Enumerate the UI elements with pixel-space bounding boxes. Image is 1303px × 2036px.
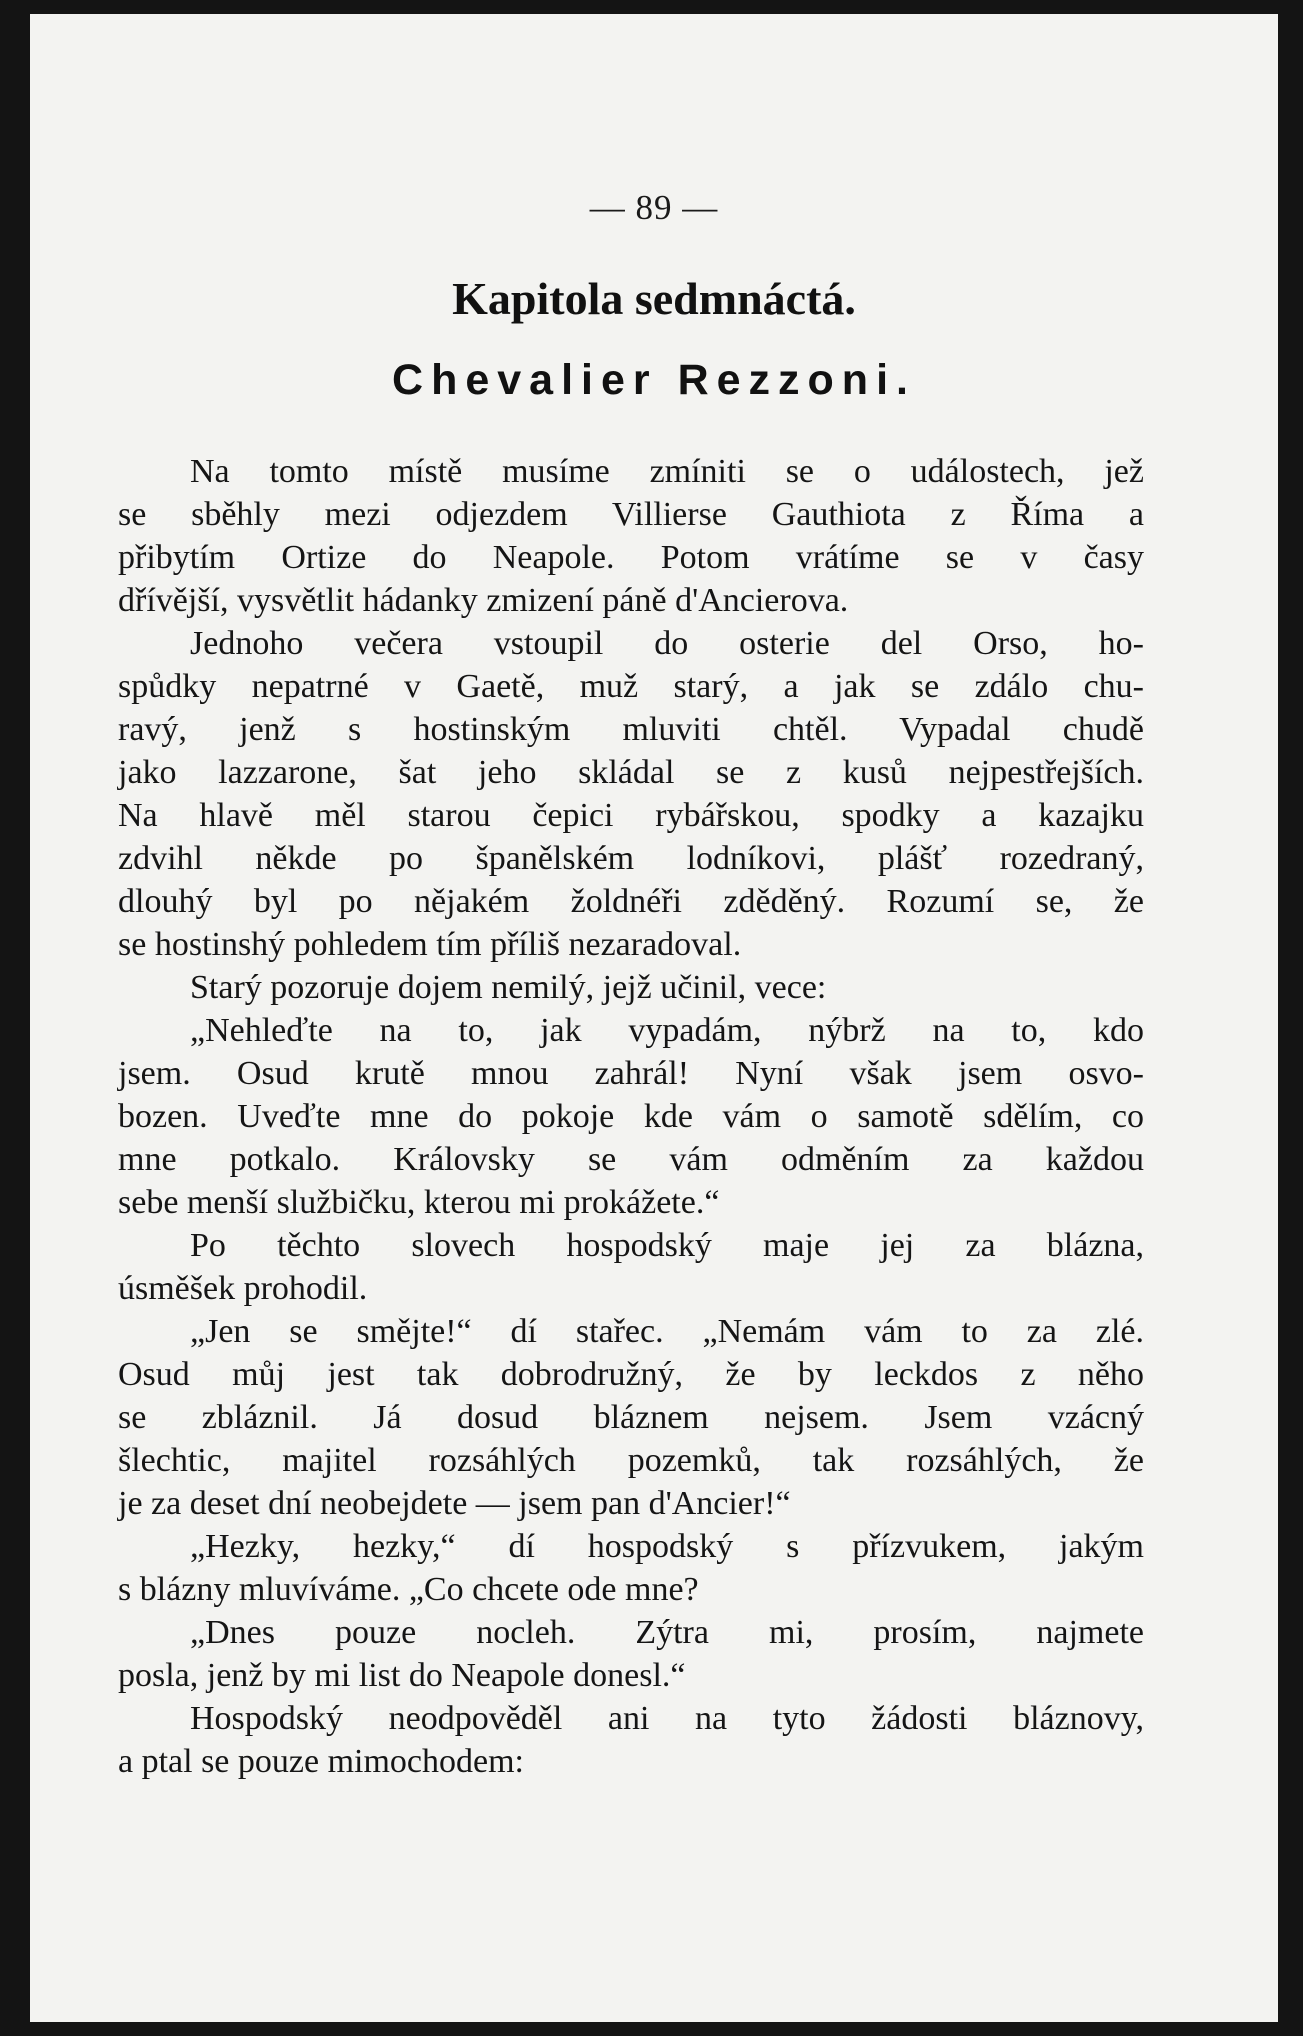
- text-line: úsměšek prohodil.: [118, 1270, 368, 1307]
- text-line: „Jen se smějte!“ dí stařec. „Nemám vám to za zlé.: [190, 1313, 1144, 1350]
- chapter-title: Kapitola sedmnáctá.: [452, 273, 856, 324]
- text-line: Osud můj jest tak dobrodružný, že by leckdos z něho: [118, 1356, 1144, 1393]
- text-line: je za deset dní neobejdete — jsem pan d'Ancier!“: [118, 1485, 791, 1522]
- text-line: Na hlavě měl starou čepici rybářskou, spodky a kazajku: [118, 797, 1144, 834]
- text-line: jsem. Osud krutě mnou zahrál! Nyní však jsem osvo-: [118, 1055, 1144, 1092]
- text-line: Jednoho večera vstoupil do osterie del Orso, ho-: [190, 625, 1144, 662]
- text-line: posla, jenž by mi list do Neapole donesl.“: [118, 1657, 686, 1694]
- book-page: [30, 14, 1278, 2022]
- text-line: spůdky nepatrné v Gaetě, muž starý, a jak se zdálo chu-: [118, 668, 1144, 705]
- text-line: se zbláznil. Já dosud bláznem nejsem. Jsem vzácný: [118, 1399, 1144, 1436]
- text-line: dlouhý byl po nějakém žoldnéři zděděný. Rozumí se, že: [118, 883, 1144, 920]
- text-line: „Hezky, hezky,“ dí hospodský s přízvukem, jakým: [190, 1528, 1144, 1565]
- text-line: ravý, jenž s hostinským mluviti chtěl. Vypadal chudě: [118, 711, 1144, 748]
- text-line: „Dnes pouze nocleh. Zýtra mi, prosím, najmete: [190, 1614, 1144, 1651]
- page-number: — 89 —: [589, 188, 719, 227]
- text-line: a ptal se pouze mimochodem:: [118, 1743, 524, 1780]
- text-line: se sběhly mezi odjezdem Villierse Gauthiota z Říma a: [118, 496, 1144, 533]
- text-line: sebe menší službičku, kterou mi prokážete.“: [118, 1184, 720, 1221]
- chapter-subtitle: Chevalier Rezzoni.: [392, 356, 916, 404]
- text-line: se hostinshý pohledem tím příliš nezaradoval.: [118, 926, 742, 963]
- text-line: Na tomto místě musíme zmíniti se o událostech, jež: [190, 453, 1144, 490]
- text-line: Hospodský neodpověděl ani na tyto žádosti bláznovy,: [190, 1700, 1144, 1737]
- body-text: [118, 450, 1144, 1783]
- text-line: dřívější, vysvětlit hádanky zmizení páně d'Ancierova.: [118, 582, 849, 619]
- text-line: s blázny mluvíváme. „Co chcete ode mne?: [118, 1571, 699, 1608]
- text-line: Starý pozoruje dojem nemilý, jejž učinil, vece:: [190, 969, 827, 1006]
- text-line: zdvihl někde po španělském lodníkovi, plášť rozedraný,: [118, 840, 1144, 877]
- text-line: bozen. Uveďte mne do pokoje kde vám o samotě sdělím, co: [118, 1098, 1144, 1135]
- text-line: Po těchto slovech hospodský maje jej za blázna,: [190, 1227, 1144, 1264]
- text-line: mne potkalo. Královsky se vám odměním za každou: [118, 1141, 1144, 1178]
- text-line: jako lazzarone, šat jeho skládal se z kusů nejpestřejších.: [118, 754, 1144, 791]
- text-line: přibytím Ortize do Neapole. Potom vrátíme se v časy: [118, 539, 1144, 576]
- text-line: „Nehleďte na to, jak vypadám, nýbrž na to, kdo: [190, 1012, 1144, 1049]
- text-line: šlechtic, majitel rozsáhlých pozemků, tak rozsáhlých, že: [118, 1442, 1144, 1479]
